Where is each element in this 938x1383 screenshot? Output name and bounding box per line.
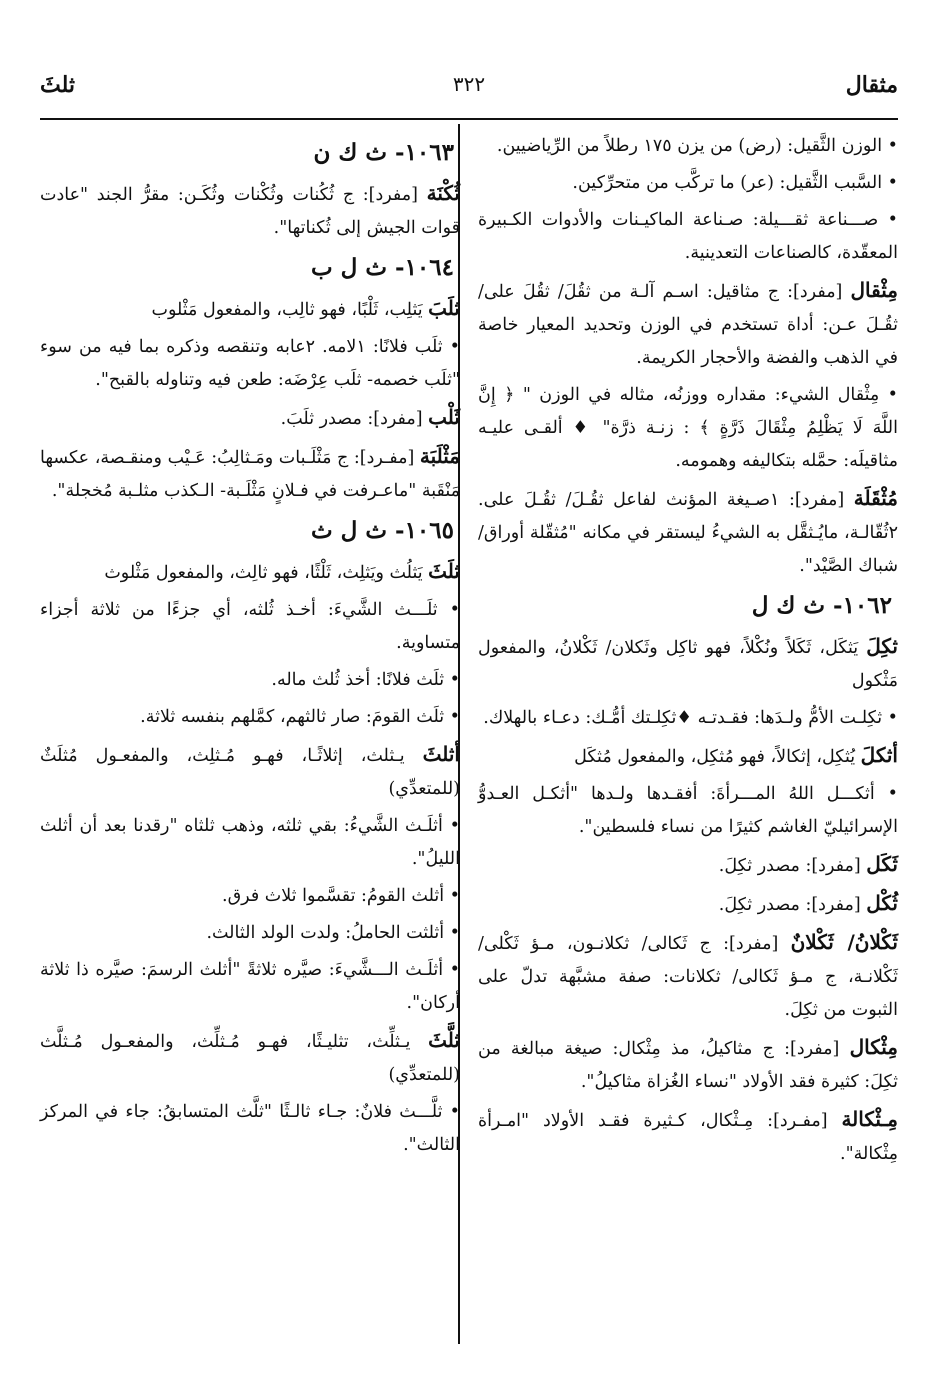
entry-definition: [مفرد]: مصدر ثكِلَ. [718,895,867,915]
entry-headword: مَثْلَبَة [419,444,460,468]
entry-definition: [مفرد]: ج مثاقيل: اسـم آلـة من ثقُلَ/ ثقُلَ على/ ثقُـلَ عـن: أداة تستخدم في الوزن وتحديد المعيار خاصة في الذهب والفضة والأحجار الكريمة. [478,282,898,368]
entry-headword: ثَكَل [866,852,898,876]
left-column [40,130,460,1166]
entry-definition: [مفرد]: مصدر ثلَبَ. [280,409,429,429]
entry-definition: [مفـرد]: ج مَثْلَـبات ومَـثالِبُ: عَـيْب ومنقـصة، عكسها مَنْقَبة "ماعـرفت في فـلانٍ مَثْلَـبة- الـكذب مثلـبة مُخجلة". [40,448,460,501]
sense-paragraph: • أثكـــل اللهُ المـــرأةَ: أفقـدها ولـدها "أثكـل العـدوُّ الإسرائيليّ الغاشم كثيرًا من نساء فلسطين". [478,784,898,837]
entry-definition: [مفرد]: ١صـيغة المؤنث لفاعل ثقُـلَ/ ثقُـلَ على. ٢ثُقّالـة، مايُـثقَّل به الشيءُ ليستقر في مكانه "مُثقّلة أوراق/ شباك الصَّيْد". [478,490,898,576]
dictionary-entry [478,739,898,774]
entry-definition: [مفرد]: مصدر ثكِلَ. [718,856,867,876]
root-heading: ١٠٦٢- ث ك ل [751,592,892,619]
sense-paragraph: • أثلَـث الـــشَّيءَ: صيَّره ثلاثةً "أثلث الرسمَ: صيَّره ذا ثلاثة أركان". [40,960,460,1013]
sense-paragraph: • الوزن الثَّقيل: (رض) من يزن ١٧٥ رطلاً من الرِّياضيين. [496,136,898,156]
entry-headword: أثكلَ [860,743,898,767]
entry-definition: يَثلِب، ثَلْبًا، فهو ثالِب، والمفعول مَثْلوب [151,300,429,320]
entry-headword: ثلَّثَ [428,1028,460,1052]
dictionary-entry [478,482,898,583]
entry-definition: يـثلِّث، تثليـثًا، فهـو مُـثلِّث، والمفعـول مُـثلَّث (للمتعدِّي) [40,1032,460,1085]
entry-headword: ثُكْل [866,891,898,915]
entry-definition: يـثلث، إثلاثًـا، فهـو مُـثلِث، والمفعـول مُثلَثٌ (للمتعدِّي) [40,746,460,799]
entry-definition: [مفرد]: ج ثُكُنات وثُكْنات وثُكَـن: مقرُّ الجند "عادت قوات الجيش إلى ثُكناتها". [40,185,460,238]
dictionary-entry [478,887,898,922]
dictionary-entry [40,440,460,508]
entry-definition: يَثلُث ويَثلِث، ثَلْثًا، فهو ثالِث، والمفعول مَثْلوث [104,563,429,583]
dictionary-entry [40,1024,460,1092]
entry-definition: يَثكَل، ثَكَلاً ونُكْلاً، فهو ثاكِل وثَكلان/ ثَكْلانُ، والمفعول مَثْكول [478,638,898,691]
right-column [478,130,898,1175]
dictionary-entry [40,401,460,436]
entry-headword: مِثْقال [850,278,898,302]
entry-headword: ثُكْنَة [426,181,460,205]
sense-paragraph: • ثلَـــث الشَّيءَ: أخـذ ثُلثه، أي جزءًا من ثلاثة أجزاء متساوية. [40,600,460,653]
dictionary-entry [478,274,898,375]
sense-paragraph: • مِثْقال الشيء: مقداره ووزنُه، مثاله في الوزن " ﴿ إِنَّ اللَّهَ لَا يَظْلِمُ مِثْقَالَ ذَرَّةٍ ﴾ : زنـة ذرَّة" ♦ ألقـى عليـه مثاقيلَه: حمَّله بتكاليفه وهمومه. [478,385,898,471]
entry-headword: ثكِلَ [866,634,898,658]
root-heading: ١٠٦٤- ث ل ب [310,254,454,281]
entry-headword: ثَكْلانُ/ ثَكْلانٌ [790,930,898,954]
dictionary-entry [40,177,460,245]
dictionary-entry [40,555,460,590]
dictionary-entry [40,738,460,806]
sense-paragraph: • ثلَث القومَ: صار ثالثهم، كمَّلهم بنفسه ثلاثة. [140,707,460,727]
entry-headword: أثلثَ [422,742,460,766]
page-number: ٣٢٢ [452,72,486,96]
running-head-left: ثلثَ [40,72,76,98]
dictionary-entry [40,292,460,327]
dictionary-entry [478,1031,898,1099]
header-rule [40,118,898,120]
entry-headword: مُثْقَلَة [853,486,898,510]
sense-paragraph: • ثلَب فلانًا: ١لامه. ٢عابه وتنقصه وذكره بما فيه من سوء "ثلَب خصمه- ثلَب عِرْضَه: طعن فيه وتناوله بالقبح". [40,337,461,390]
entry-headword: ثلَبَ [428,296,460,320]
sense-paragraph: • صـــناعة ثقـــيلة: صـناعة الماكيـنات والأدوات الكـبيرة المعقّدة، كالصناعات التعدينية. [478,210,898,263]
dictionary-entry [478,848,898,883]
entry-definition: [مفـرد]: مِـثْكال، كـثيرة فقـد الأولاد "امـرأة مِثْكالة". [478,1111,898,1164]
dictionary-entry [478,1103,898,1171]
root-heading: ١٠٦٥- ث ل ث [310,517,454,544]
entry-headword: ثَلْب [428,405,460,429]
sense-paragraph: • أثلث القومُ: تقسَّموا ثلاث فرق. [222,886,460,906]
entry-definition: يُثكِل، إثكالاً، فهو مُثكِل، والمفعول مُثكَل [574,747,861,767]
sense-paragraph: • أثلَـث الشَّيءُ: بقي ثلثه، وذهب ثلثاه "رقدنا بعد أن أثلث الليلُ". [40,816,460,869]
root-heading: ١٠٦٣- ث ك ن [313,139,454,166]
sense-paragraph: • أثلثت الحاملُ: ولدت الولد الثالث. [206,923,460,943]
dictionary-entry [478,630,898,698]
page-header [40,70,898,104]
sense-paragraph: • ثلَث فلانًا: أخذ ثُلث ماله. [271,670,460,690]
sense-paragraph: • ثلَّـــث فلانٌ: جـاء ثالـثًا "ثلَّث المتسابقُ: جاء في المركز الثالث". [40,1102,460,1155]
entry-headword: مِثْكال [849,1035,898,1059]
entry-definition: [مفرد]: ج ثَكالى/ ثكلانـون، مـؤ ثَكْلى/ ثَكْلانـة، ج مـؤ ثَكالى/ ثكلانات: صفة مشبَّهة تدلّ على الثبوت من ثكِلَ. [478,934,898,1020]
sense-paragraph: • السَّبب الثَّقيل: (عر) ما تركَّب من متحرِّكين. [572,173,898,193]
entry-headword: مِـثْكالة [841,1107,898,1131]
sense-paragraph: • ثكِلـت الأمُّ ولـدَها: فقـدتـه ♦ثكِلـتك أمُّـك: دعـاء بالهلاك. [483,708,898,728]
dictionary-entry [478,926,898,1027]
running-head-right: مثقال [845,72,898,98]
entry-headword: ثلَثَ [428,559,460,583]
entry-definition: [مفرد]: ج مثاكيلُ، مذ مِثْكال: صيغة مبالغة من ثكِلَ: كثيرة فقد الأولاد "نساء الغُزاة مثاكيلُ". [478,1039,898,1092]
